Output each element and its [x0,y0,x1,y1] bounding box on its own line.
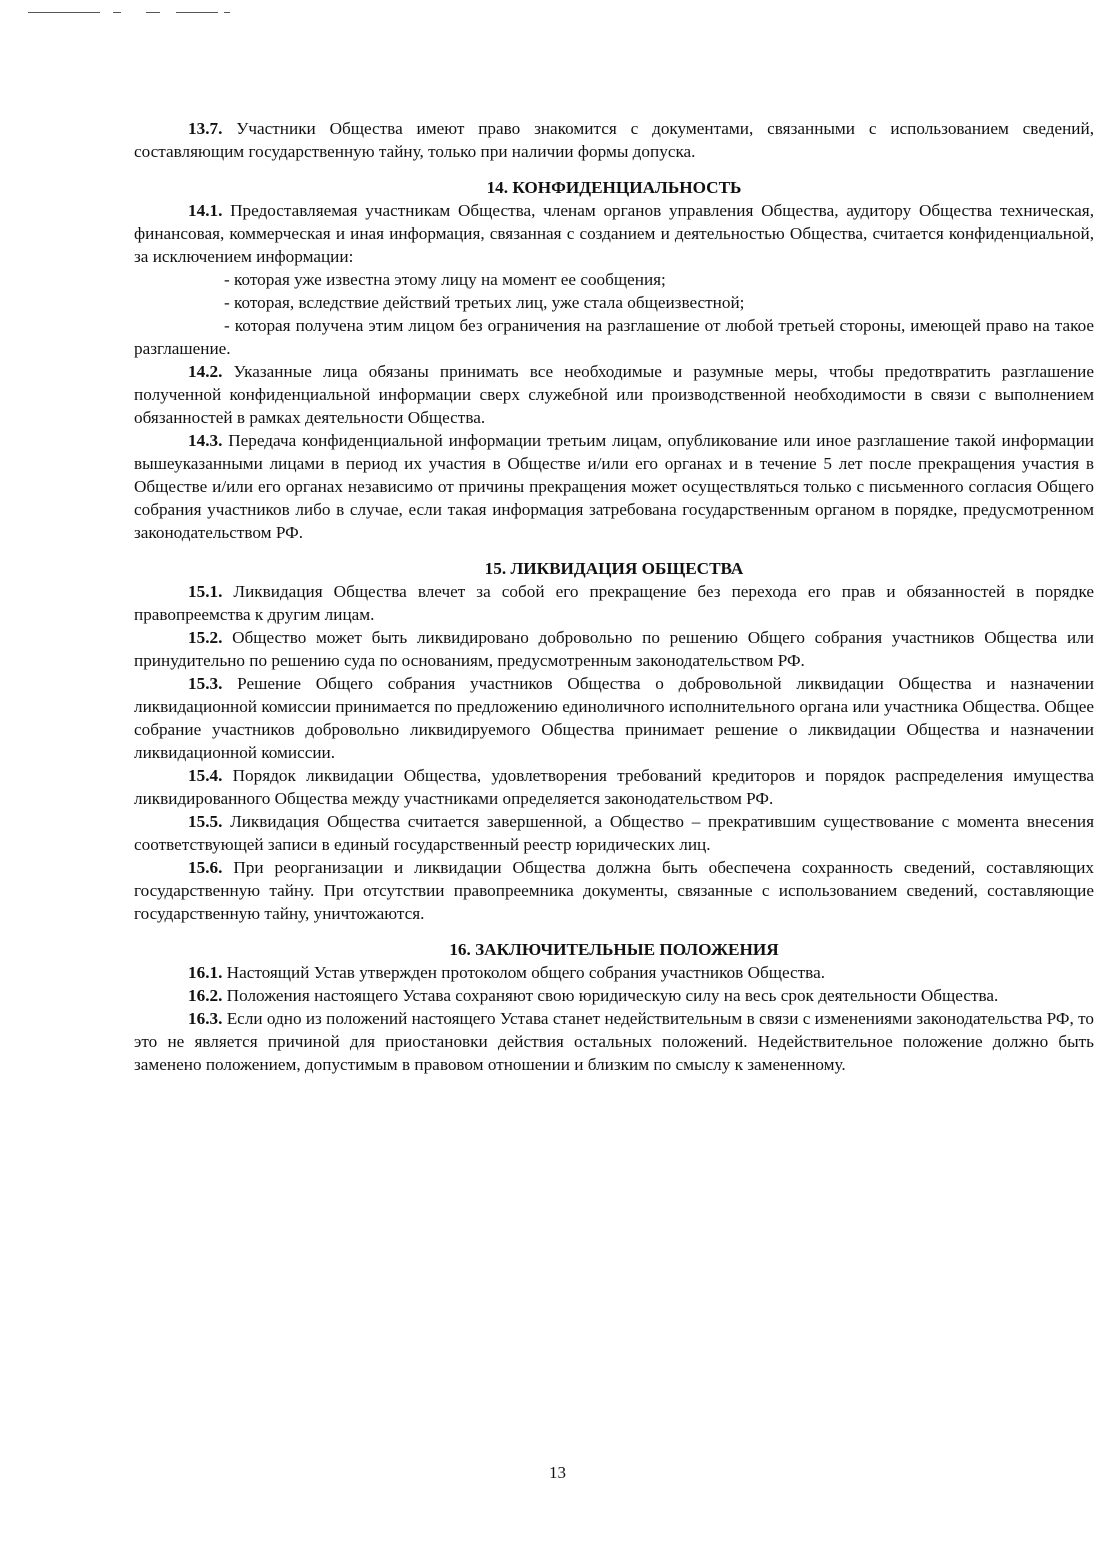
paragraph-15-2 [134,626,1094,672]
paragraph-number: 13.7. [188,119,223,138]
list-item: - которая, вследствие действий третьих лиц, уже стала общеизвестной; [224,293,745,312]
paragraph-text: Участники Общества имеют право знакомится с документами, связанными с использованием сведений, составляющим государственную тайну, только при наличии формы допуска. [134,119,1094,161]
scan-artifact-marks [28,10,238,16]
paragraph-number: 16.3. [188,1009,223,1028]
paragraph-text: Ликвидация Общества влечет за собой его прекращение без перехода его прав и обязанностей в порядке правопреемства к другим лицам. [134,582,1094,624]
paragraph-number: 15.5. [188,812,223,831]
paragraph-number: 14.3. [188,431,223,450]
paragraph-15-6 [134,856,1094,925]
paragraph-text: Предоставляемая участникам Общества, членам органов управления Общества, аудитору Общества техническая, финансовая, коммерческая и иная информация, связанная с созданием и деятельностью Общества, считается конфиденциальной, за исключением информации: [134,201,1094,266]
paragraph-text: Указанные лица обязаны принимать все необходимые и разумные меры, чтобы предотвратить разглашение полученной конфиденциальной информации сверх служебной или производственной необходимости в связи с выполнением обязанностей в рамках деятельности Общества. [134,362,1094,427]
paragraph-number: 16.1. [188,963,223,982]
list-item: - которая уже известна этому лицу на момент ее сообщения; [224,270,666,289]
paragraph-text: Общество может быть ликвидировано добровольно по решению Общего собрания участников Общества или принудительно по решению суда по основаниям, предусмотренным законодательством РФ. [134,628,1094,670]
page-number: 13 [549,1463,566,1482]
paragraph-text: Если одно из положений настоящего Устава станет недействительным в связи с изменениями законодательства РФ, то это не является причиной для приостановки действия остальных положений. Недействительное положение должно быть заменено положением, допустимым в правовом отношении и близким по смыслу к замененному. [134,1009,1094,1074]
list-item: - которая получена этим лицом без ограничения на разглашение от любой третьей стороны, имеющей право на такое разглашение. [134,316,1094,358]
paragraph-text: Положения настоящего Устава сохраняют свою юридическую силу на весь срок деятельности Общества. [226,986,999,1005]
paragraph-text: Передача конфиденциальной информации третьим лицам, опубликование или иное разглашение такой информации вышеуказанными лицами в период их участия в Обществе и/или его органах и в течение 5 лет после прекращения участия в Обществе и/или его органах независимо от причины прекращения может осуществляться только с письменного согласия Общего собрания участников либо в случае, если такая информация затребована государственным органом в порядке, предусмотренном законодательством РФ. [134,431,1094,542]
section-heading-14: 14. КОНФИДЕНЦИАЛЬНОСТЬ [486,178,742,197]
paragraph-number: 14.1. [188,201,223,220]
paragraph-number: 15.2. [188,628,223,647]
section-heading-16: 16. ЗАКЛЮЧИТЕЛЬНЫЕ ПОЛОЖЕНИЯ [449,940,779,959]
paragraph-15-4 [134,764,1094,810]
paragraph-14-2 [134,360,1094,429]
paragraph-text: Решение Общего собрания участников Общества о добровольной ликвидации Общества и назначении ликвидационной комиссии принимается по предложению единоличного исполнительного органа или участника Общества. Общее собрание участников добровольно ликвидируемого Общества принимает решение о ликвидации Общества и назначении ликвидационной комиссии. [134,674,1094,762]
paragraph-16-2 [134,984,1094,1007]
paragraph-14-3 [134,429,1094,544]
paragraph-number: 15.3. [188,674,223,693]
paragraph-number: 16.2. [188,986,223,1005]
paragraph-number: 15.4. [188,766,223,785]
paragraph-number: 15.6. [188,858,223,877]
paragraph-text: Настоящий Устав утвержден протоколом общего собрания участников Общества. [226,963,825,982]
paragraph-13-7 [134,117,1094,163]
paragraph-16-1 [134,961,1094,984]
paragraph-15-3 [134,672,1094,764]
section-heading-15: 15. ЛИКВИДАЦИЯ ОБЩЕСТВА [484,559,744,578]
paragraph-15-5 [134,810,1094,856]
paragraph-number: 14.2. [188,362,223,381]
paragraph-14-1 [134,199,1094,268]
paragraph-number: 15.1. [188,582,223,601]
paragraph-text: Ликвидация Общества считается завершенной, а Общество – прекратившим существование с момента внесения соответствующей записи в единый государственный реестр юридических лиц. [134,812,1094,854]
paragraph-text: При реорганизации и ликвидации Общества должна быть обеспечена сохранность сведений, составляющих государственную тайну. При отсутствии правопреемника документы, связанные с использованием сведений, составляющие государственную тайну, уничтожаются. [134,858,1095,923]
paragraph-16-3 [134,1007,1094,1076]
paragraph-15-1 [134,580,1094,626]
paragraph-text: Порядок ликвидации Общества, удовлетворения требований кредиторов и порядок распределения имущества ликвидированного Общества между участниками определяется законодательством РФ. [134,766,1095,808]
document-body [134,117,1094,1076]
